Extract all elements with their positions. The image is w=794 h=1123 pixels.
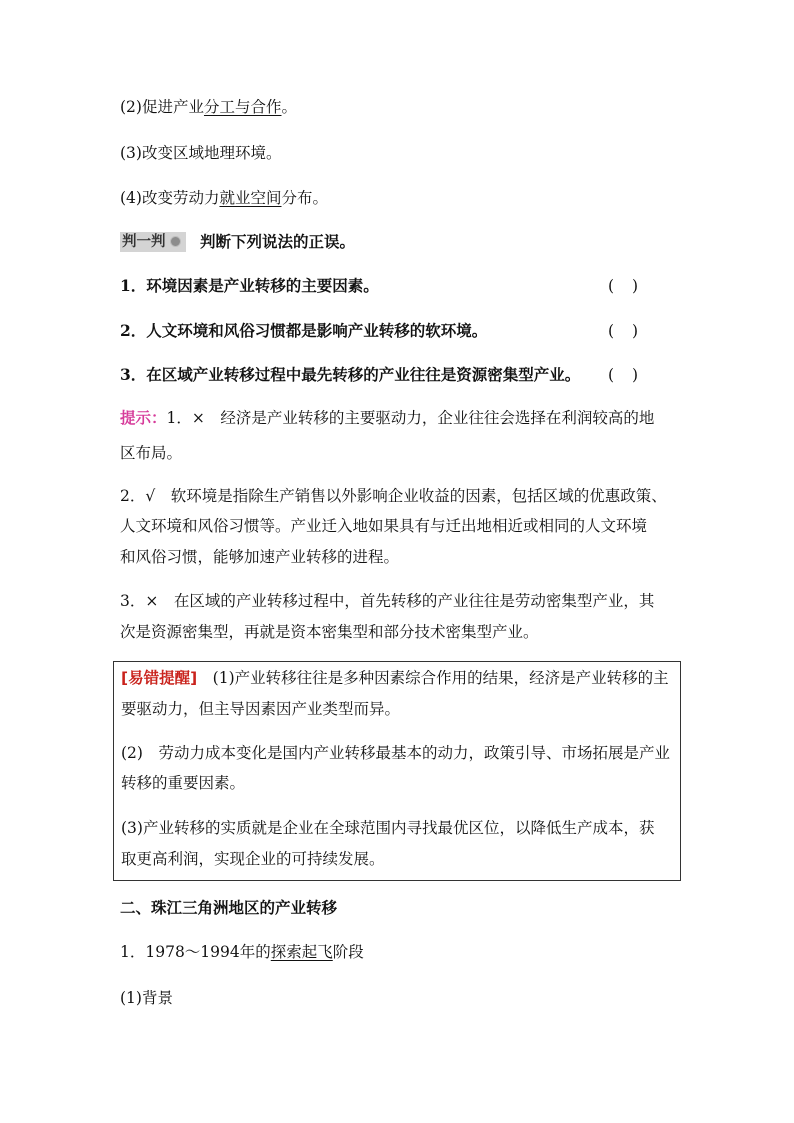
answer-blank-1[interactable]: () [608, 277, 657, 295]
underlined-term: 空间 [250, 189, 282, 207]
tip-paragraph-3: (3)产业转移的实质就是企业在全球范围内寻找最优区位，以降低生产成本，获 [121, 819, 655, 837]
hint-label: 提示： [120, 409, 167, 427]
judge-instruction: 判断下列说法的正误。 [200, 232, 356, 251]
tip-paragraph-3-cont: 取更高利润，实现企业的可持续发展。 [121, 850, 385, 868]
answer-blank-3[interactable]: () [608, 366, 657, 384]
list-item-4: (4)改变劳动力就业空间分布。 [120, 189, 329, 207]
underlined-term: 探索起飞 [270, 943, 333, 961]
tip-paragraph-1-cont: 要驱动力，但主导因素因产业类型而异。 [121, 700, 401, 718]
list-item-2: (2)促进产业分工与合作。 [120, 98, 297, 116]
section-subheading: 1．1978～1994年的探索起飞阶段 [120, 943, 364, 961]
hint-answer-3-cont: 次是资源密集型，再就是资本密集型和部分技术密集型产业。 [120, 623, 539, 641]
hint-answer-3: 3．× 在区域的产业转移过程中，首先转移的产业往往是劳动密集型产业，其 [120, 592, 655, 610]
hint-answer-1: 提示：1．× 经济是产业转移的主要驱动力，企业往往会选择在利润较高的地 [120, 409, 655, 427]
tip-paragraph-2: (2) 劳动力成本变化是国内产业转移最基本的动力，政策引导、市场拓展是产业 [121, 744, 670, 762]
underlined-term: 就业 [219, 189, 251, 207]
hint-answer-2-cont: 人文环境和风俗习惯等。产业迁入地如果具有与迁出地相近或相同的人文环境 [120, 517, 648, 535]
question-1: 1．环境因素是产业转移的主要因素。 [120, 276, 379, 295]
tip-label: [易错提醒] [121, 669, 198, 687]
hint-answer-2-cont2: 和风俗习惯，能够加速产业转移的进程。 [120, 548, 400, 566]
tip-box [113, 661, 681, 881]
section-heading: 二、珠江三角洲地区的产业转移 [120, 898, 338, 917]
tip-paragraph-2-cont: 转移的重要因素。 [121, 774, 246, 792]
underlined-term: 分工与合作 [203, 98, 282, 116]
hint-answer-2: 2．√ 软环境是指除生产销售以外影响企业收益的因素，包括区域的优惠政策、 [120, 487, 667, 505]
hint-answer-1-cont: 区布局。 [120, 444, 183, 462]
answer-blank-2[interactable]: () [608, 322, 657, 340]
question-3: 3．在区域产业转移过程中最先转移的产业往往是资源密集型产业。 [120, 365, 581, 384]
judge-tag: 判一判 [120, 232, 186, 252]
question-2: 2．人文环境和风俗习惯都是影响产业转移的软环境。 [120, 321, 488, 340]
bullet-dot-icon [170, 236, 181, 247]
section-item-1: (1)背景 [120, 989, 173, 1007]
list-item-3: (3)改变区域地理环境。 [120, 144, 282, 162]
tip-paragraph-1: [易错提醒] (1)产业转移往往是多种因素综合作用的结果，经济是产业转移的主 [121, 669, 669, 687]
